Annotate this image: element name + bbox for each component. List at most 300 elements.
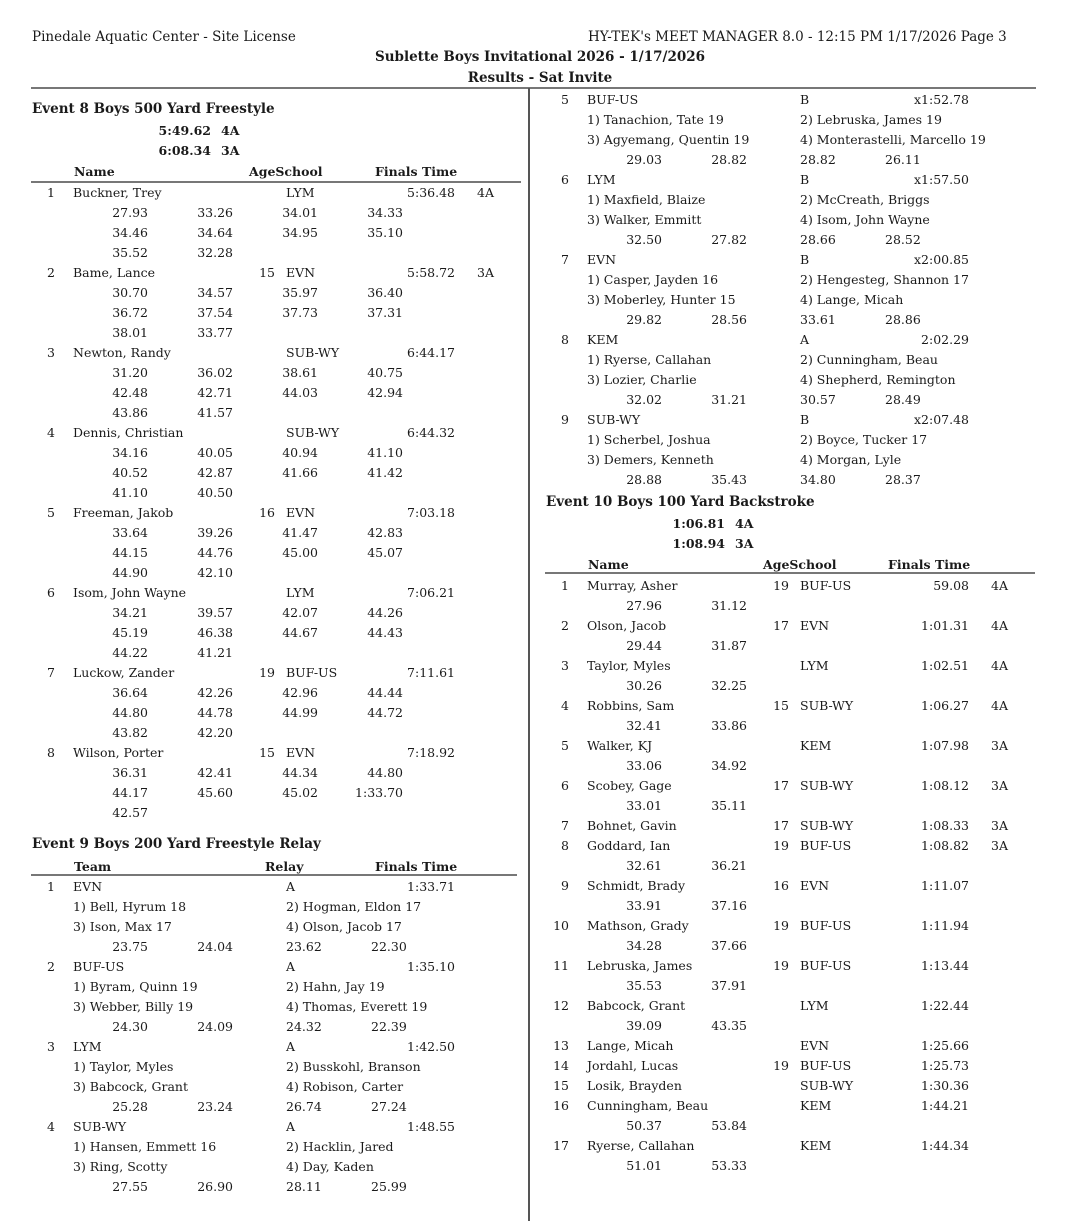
result-place: 17	[553, 1138, 569, 1153]
relay-letter: B	[800, 252, 810, 267]
relay-letter: A	[800, 332, 810, 347]
relay-swimmer: 4) Morgan, Lyle	[800, 452, 902, 467]
result-age: 15	[259, 265, 275, 280]
split-time: 35.97	[282, 285, 318, 300]
result-school: EVN	[800, 878, 830, 893]
result-finals-time: 1:06.27	[921, 698, 969, 713]
split-time: 43.35	[711, 1018, 747, 1033]
split-time: 44.67	[282, 625, 318, 640]
software-info: HY-TEK's MEET MANAGER 8.0 - 12:15 PM 1/17/2026 Page 3	[588, 29, 1007, 45]
result-school: SUB-WY	[800, 778, 854, 793]
split-time: 33.77	[197, 325, 233, 340]
split-time: 42.83	[367, 525, 403, 540]
result-school: KEM	[800, 1098, 832, 1113]
split-time: 32.02	[626, 392, 662, 407]
split-time: 28.82	[800, 152, 836, 167]
split-time: 35.11	[711, 798, 747, 813]
result-standard-tag: 3A	[991, 738, 1008, 753]
split-time: 34.92	[711, 758, 747, 773]
split-time: 32.61	[626, 858, 662, 873]
split-time: 34.95	[282, 225, 318, 240]
result-place: 2	[47, 265, 55, 280]
result-age: 19	[773, 838, 789, 853]
split-time: 44.80	[112, 705, 148, 720]
standard-tag: 3A	[221, 143, 240, 158]
split-time: 31.87	[711, 638, 747, 653]
result-place: 5	[47, 505, 55, 520]
split-time: 40.05	[197, 445, 233, 460]
result-age: 15	[773, 698, 789, 713]
relay-letter: A	[286, 1039, 296, 1054]
result-finals-time: 1:02.51	[921, 658, 969, 673]
result-place: 2	[561, 618, 569, 633]
split-time: 44.72	[367, 705, 403, 720]
result-name: Ryerse, Callahan	[587, 1138, 695, 1153]
split-time: 37.73	[282, 305, 318, 320]
result-place: 8	[561, 838, 569, 853]
split-time: 27.96	[626, 598, 662, 613]
split-time: 34.46	[112, 225, 148, 240]
relay-swimmer: 3) Lozier, Charlie	[587, 372, 697, 387]
relay-place: 8	[561, 332, 569, 347]
split-time: 43.86	[112, 405, 148, 420]
result-standard-tag: 4A	[991, 578, 1008, 593]
split-time: 42.71	[197, 385, 233, 400]
split-time: 28.56	[711, 312, 747, 327]
split-time: 26.74	[286, 1099, 322, 1114]
split-time: 42.07	[282, 605, 318, 620]
split-time: 28.49	[885, 392, 921, 407]
result-school: KEM	[800, 1138, 832, 1153]
split-time: 34.64	[197, 225, 233, 240]
result-place: 6	[47, 585, 55, 600]
split-time: 32.41	[626, 718, 662, 733]
split-time: 43.82	[112, 725, 148, 740]
meet-title: Sublette Boys Invitational 2026 - 1/17/2026	[374, 49, 706, 65]
relay-swimmer: 4) Shepherd, Remington	[800, 372, 956, 387]
relay-place: 9	[561, 412, 569, 427]
result-name: Robbins, Sam	[587, 698, 675, 713]
split-time: 50.37	[626, 1118, 662, 1133]
split-time: 30.26	[626, 678, 662, 693]
result-age: 19	[773, 958, 789, 973]
split-time: 44.76	[197, 545, 233, 560]
split-time: 25.99	[371, 1179, 407, 1194]
header-divider	[31, 87, 1036, 89]
result-name: Luckow, Zander	[73, 665, 175, 680]
relay-letter: A	[286, 1119, 296, 1134]
relay-swimmer: 1) Bell, Hyrum 18	[73, 899, 187, 914]
result-name: Newton, Randy	[73, 345, 171, 360]
result-finals-time: 1:22.44	[921, 998, 969, 1013]
split-time: 28.86	[885, 312, 921, 327]
event9-title: Event 9 Boys 200 Yard Freestyle Relay	[32, 836, 321, 852]
split-time: 33.64	[112, 525, 148, 540]
result-school: LYM	[286, 185, 315, 200]
result-place: 8	[47, 745, 55, 760]
relay-finals-time: 1:35.10	[407, 959, 455, 974]
relay-swimmer: 1) Maxfield, Blaize	[587, 192, 706, 207]
relay-place: 4	[47, 1119, 55, 1134]
split-time: 27.93	[112, 205, 148, 220]
relay-swimmer: 3) Ison, Max 17	[73, 919, 172, 934]
relay-swimmer: 3) Moberley, Hunter 15	[587, 292, 736, 307]
relay-swimmer: 4) Lange, Micah	[800, 292, 904, 307]
result-name: Cunningham, Beau	[587, 1098, 709, 1113]
result-finals-time: 7:06.21	[407, 585, 455, 600]
relay-swimmer: 4) Isom, John Wayne	[800, 212, 930, 227]
relay-swimmer: 3) Babcock, Grant	[73, 1079, 188, 1094]
relay-finals-time: 1:33.71	[407, 879, 455, 894]
result-place: 7	[47, 665, 55, 680]
relay-finals-time: x1:52.78	[914, 92, 969, 107]
split-time: 41.21	[197, 645, 233, 660]
relay-place: 5	[561, 92, 569, 107]
split-time: 42.10	[197, 565, 233, 580]
split-time: 42.26	[197, 685, 233, 700]
split-time: 23.62	[286, 939, 322, 954]
result-name: Lange, Micah	[587, 1038, 674, 1053]
column-divider	[528, 88, 530, 1221]
relay-swimmer: 2) Cunningham, Beau	[800, 352, 938, 367]
split-time: 36.64	[112, 685, 148, 700]
result-finals-time: 1:01.31	[921, 618, 969, 633]
split-time: 34.33	[367, 205, 403, 220]
result-place: 4	[561, 698, 569, 713]
relay-team: LYM	[587, 172, 616, 187]
split-time: 38.61	[282, 365, 318, 380]
relay-swimmer: 1) Casper, Jayden 16	[587, 272, 719, 287]
standard-tag: 4A	[221, 123, 240, 138]
result-age: 15	[259, 745, 275, 760]
event10-col-ageschool: AgeSchool	[763, 557, 837, 572]
relay-finals-time: 1:42.50	[407, 1039, 455, 1054]
split-time: 32.50	[626, 232, 662, 247]
result-name: Bame, Lance	[73, 265, 156, 280]
relay-swimmer: 1) Ryerse, Callahan	[587, 352, 712, 367]
result-finals-time: 1:08.33	[921, 818, 969, 833]
result-place: 12	[553, 998, 569, 1013]
relay-place: 2	[47, 959, 55, 974]
relay-swimmer: 2) Hengesteg, Shannon 17	[800, 272, 969, 287]
split-time: 35.10	[367, 225, 403, 240]
relay-place: 7	[561, 252, 569, 267]
split-time: 33.06	[626, 758, 662, 773]
split-time: 31.20	[112, 365, 148, 380]
split-time: 37.91	[711, 978, 747, 993]
result-school: SUB-WY	[800, 818, 854, 833]
split-time: 40.50	[197, 485, 233, 500]
split-time: 42.41	[197, 765, 233, 780]
result-finals-time: 5:36.48	[407, 185, 455, 200]
relay-team: SUB-WY	[73, 1119, 127, 1134]
split-time: 51.01	[626, 1158, 662, 1173]
result-standard-tag: 3A	[477, 265, 494, 280]
standard-tag: 4A	[735, 516, 754, 531]
relay-team: BUF-US	[73, 959, 125, 974]
split-time: 33.91	[626, 898, 662, 913]
result-standard-tag: 3A	[991, 818, 1008, 833]
event8-col-finals: Finals Time	[375, 164, 458, 179]
split-time: 41.10	[367, 445, 403, 460]
split-time: 45.07	[367, 545, 403, 560]
result-age: 19	[773, 578, 789, 593]
result-school: BUF-US	[800, 1058, 852, 1073]
split-time: 44.44	[367, 685, 403, 700]
result-name: Freeman, Jakob	[73, 505, 174, 520]
split-time: 42.94	[367, 385, 403, 400]
standard-time: 6:08.34	[158, 143, 211, 158]
event8-title: Event 8 Boys 500 Yard Freestyle	[32, 101, 275, 117]
split-time: 40.94	[282, 445, 318, 460]
split-time: 29.82	[626, 312, 662, 327]
split-time: 44.15	[112, 545, 148, 560]
result-school: SUB-WY	[800, 698, 854, 713]
split-time: 39.26	[197, 525, 233, 540]
result-finals-time: 7:03.18	[407, 505, 455, 520]
split-time: 41.57	[197, 405, 233, 420]
relay-swimmer: 3) Ring, Scotty	[73, 1159, 168, 1174]
standard-tag: 3A	[735, 536, 754, 551]
result-school: KEM	[800, 738, 832, 753]
relay-swimmer: 1) Scherbel, Joshua	[587, 432, 711, 447]
result-finals-time: 6:44.17	[407, 345, 455, 360]
result-finals-time: 6:44.32	[407, 425, 455, 440]
event10-title: Event 10 Boys 100 Yard Backstroke	[546, 494, 815, 510]
relay-swimmer: 4) Robison, Carter	[286, 1079, 404, 1094]
event9-col-finals: Finals Time	[375, 859, 458, 874]
result-finals-time: 1:30.36	[921, 1078, 969, 1093]
split-time: 35.52	[112, 245, 148, 260]
result-name: Buckner, Trey	[73, 185, 162, 200]
relay-swimmer: 4) Olson, Jacob 17	[286, 919, 402, 934]
standard-time: 1:08.94	[672, 536, 725, 551]
split-time: 34.16	[112, 445, 148, 460]
split-time: 33.86	[711, 718, 747, 733]
split-time: 40.52	[112, 465, 148, 480]
result-finals-time: 1:25.73	[921, 1058, 969, 1073]
result-school: BUF-US	[800, 958, 852, 973]
result-standard-tag: 3A	[991, 838, 1008, 853]
relay-swimmer: 2) Lebruska, James 19	[800, 112, 942, 127]
relay-swimmer: 2) Busskohl, Branson	[286, 1059, 421, 1074]
relay-swimmer: 1) Tanachion, Tate 19	[587, 112, 724, 127]
result-name: Olson, Jacob	[587, 618, 667, 633]
split-time: 32.28	[197, 245, 233, 260]
split-time: 34.01	[282, 205, 318, 220]
result-standard-tag: 4A	[991, 698, 1008, 713]
result-name: Dennis, Christian	[73, 425, 184, 440]
result-finals-time: 1:11.07	[921, 878, 969, 893]
event8-col-name: Name	[74, 164, 115, 179]
split-time: 24.09	[197, 1019, 233, 1034]
split-time: 42.57	[112, 805, 148, 820]
result-name: Bohnet, Gavin	[587, 818, 677, 833]
result-standard-tag: 3A	[991, 778, 1008, 793]
split-time: 42.87	[197, 465, 233, 480]
split-time: 42.48	[112, 385, 148, 400]
result-place: 1	[561, 578, 569, 593]
split-time: 26.11	[885, 152, 921, 167]
relay-team: SUB-WY	[587, 412, 641, 427]
split-time: 42.20	[197, 725, 233, 740]
split-time: 44.22	[112, 645, 148, 660]
split-time: 45.00	[282, 545, 318, 560]
split-time: 44.17	[112, 785, 148, 800]
split-time: 44.78	[197, 705, 233, 720]
event9-col-relay: Relay	[265, 859, 304, 874]
split-time: 36.02	[197, 365, 233, 380]
split-time: 53.84	[711, 1118, 747, 1133]
split-time: 36.31	[112, 765, 148, 780]
result-age: 17	[773, 618, 789, 633]
result-age: 19	[773, 918, 789, 933]
result-place: 13	[553, 1038, 569, 1053]
relay-swimmer: 3) Webber, Billy 19	[73, 999, 194, 1014]
result-school: EVN	[800, 618, 830, 633]
relay-swimmer: 2) Boyce, Tucker 17	[800, 432, 928, 447]
split-time: 28.52	[885, 232, 921, 247]
split-time: 24.30	[112, 1019, 148, 1034]
relay-swimmer: 4) Monterastelli, Marcello 19	[800, 132, 986, 147]
split-time: 31.12	[711, 598, 747, 613]
event10-header-rule	[545, 572, 1035, 574]
result-standard-tag: 4A	[991, 658, 1008, 673]
result-finals-time: 1:25.66	[921, 1038, 969, 1053]
split-time: 44.90	[112, 565, 148, 580]
result-school: EVN	[800, 1038, 830, 1053]
result-age: 17	[773, 778, 789, 793]
result-finals-time: 1:44.34	[921, 1138, 969, 1153]
result-school: SUB-WY	[286, 425, 340, 440]
result-finals-time: 1:11.94	[921, 918, 969, 933]
split-time: 27.55	[112, 1179, 148, 1194]
split-time: 40.75	[367, 365, 403, 380]
result-school: BUF-US	[800, 918, 852, 933]
event10-col-name: Name	[588, 557, 629, 572]
result-place: 14	[553, 1058, 569, 1073]
event9-col-team: Team	[74, 859, 112, 874]
split-time: 37.16	[711, 898, 747, 913]
relay-swimmer: 4) Thomas, Everett 19	[286, 999, 428, 1014]
result-age: 16	[259, 505, 275, 520]
relay-letter: B	[800, 412, 810, 427]
result-standard-tag: 4A	[991, 618, 1008, 633]
relay-team: LYM	[73, 1039, 102, 1054]
split-time: 35.43	[711, 472, 747, 487]
split-time: 39.09	[626, 1018, 662, 1033]
result-school: BUF-US	[286, 665, 338, 680]
result-name: Schmidt, Brady	[587, 878, 686, 893]
result-finals-time: 7:18.92	[407, 745, 455, 760]
split-time: 46.38	[197, 625, 233, 640]
result-finals-time: 7:11.61	[407, 665, 455, 680]
result-finals-time: 1:08.82	[921, 838, 969, 853]
split-time: 33.01	[626, 798, 662, 813]
result-place: 16	[553, 1098, 569, 1113]
result-school: LYM	[800, 998, 829, 1013]
event9-header-rule	[31, 874, 517, 876]
split-time: 30.70	[112, 285, 148, 300]
result-place: 4	[47, 425, 55, 440]
relay-team: BUF-US	[587, 92, 639, 107]
result-name: Goddard, Ian	[587, 838, 671, 853]
result-place: 1	[47, 185, 55, 200]
split-time: 32.25	[711, 678, 747, 693]
relay-finals-time: x1:57.50	[914, 172, 969, 187]
split-time: 1:33.70	[355, 785, 403, 800]
split-time: 25.28	[112, 1099, 148, 1114]
split-time: 24.32	[286, 1019, 322, 1034]
split-time: 28.11	[286, 1179, 322, 1194]
result-place: 15	[553, 1078, 569, 1093]
result-school: LYM	[286, 585, 315, 600]
split-time: 29.03	[626, 152, 662, 167]
relay-swimmer: 3) Walker, Emmitt	[587, 212, 702, 227]
relay-swimmer: 2) Hahn, Jay 19	[286, 979, 385, 994]
split-time: 31.21	[711, 392, 747, 407]
relay-finals-time: x2:00.85	[914, 252, 969, 267]
result-age: 17	[773, 818, 789, 833]
result-school: BUF-US	[800, 578, 852, 593]
site-license: Pinedale Aquatic Center - Site License	[32, 29, 296, 45]
result-name: Lebruska, James	[587, 958, 693, 973]
split-time: 23.24	[197, 1099, 233, 1114]
split-time: 34.21	[112, 605, 148, 620]
split-time: 26.90	[197, 1179, 233, 1194]
result-school: EVN	[286, 505, 316, 520]
event10-col-finals: Finals Time	[888, 557, 971, 572]
relay-swimmer: 2) McCreath, Briggs	[800, 192, 930, 207]
relay-place: 1	[47, 879, 55, 894]
split-time: 45.19	[112, 625, 148, 640]
result-school: EVN	[286, 745, 316, 760]
result-place: 3	[47, 345, 55, 360]
split-time: 44.03	[282, 385, 318, 400]
result-age: 16	[773, 878, 789, 893]
result-school: SUB-WY	[286, 345, 340, 360]
relay-swimmer: 4) Day, Kaden	[286, 1159, 374, 1174]
result-finals-time: 1:08.12	[921, 778, 969, 793]
result-name: Isom, John Wayne	[73, 585, 187, 600]
split-time: 29.44	[626, 638, 662, 653]
split-time: 37.66	[711, 938, 747, 953]
relay-place: 6	[561, 172, 569, 187]
split-time: 34.28	[626, 938, 662, 953]
relay-team: EVN	[73, 879, 103, 894]
relay-swimmer: 1) Byram, Quinn 19	[73, 979, 198, 994]
standard-time: 5:49.62	[158, 123, 211, 138]
result-school: EVN	[286, 265, 316, 280]
result-name: Jordahl, Lucas	[587, 1058, 679, 1073]
split-time: 36.40	[367, 285, 403, 300]
result-name: Mathson, Grady	[587, 918, 689, 933]
relay-swimmer: 3) Demers, Kenneth	[587, 452, 714, 467]
split-time: 34.57	[197, 285, 233, 300]
split-time: 28.88	[626, 472, 662, 487]
split-time: 42.96	[282, 685, 318, 700]
result-finals-time: 1:07.98	[921, 738, 969, 753]
split-time: 44.34	[282, 765, 318, 780]
relay-letter: A	[286, 879, 296, 894]
split-time: 23.75	[112, 939, 148, 954]
result-place: 3	[561, 658, 569, 673]
relay-finals-time: x2:07.48	[914, 412, 969, 427]
result-name: Scobey, Gage	[587, 778, 672, 793]
split-time: 39.57	[197, 605, 233, 620]
result-age: 19	[773, 1058, 789, 1073]
result-name: Walker, KJ	[587, 738, 653, 753]
